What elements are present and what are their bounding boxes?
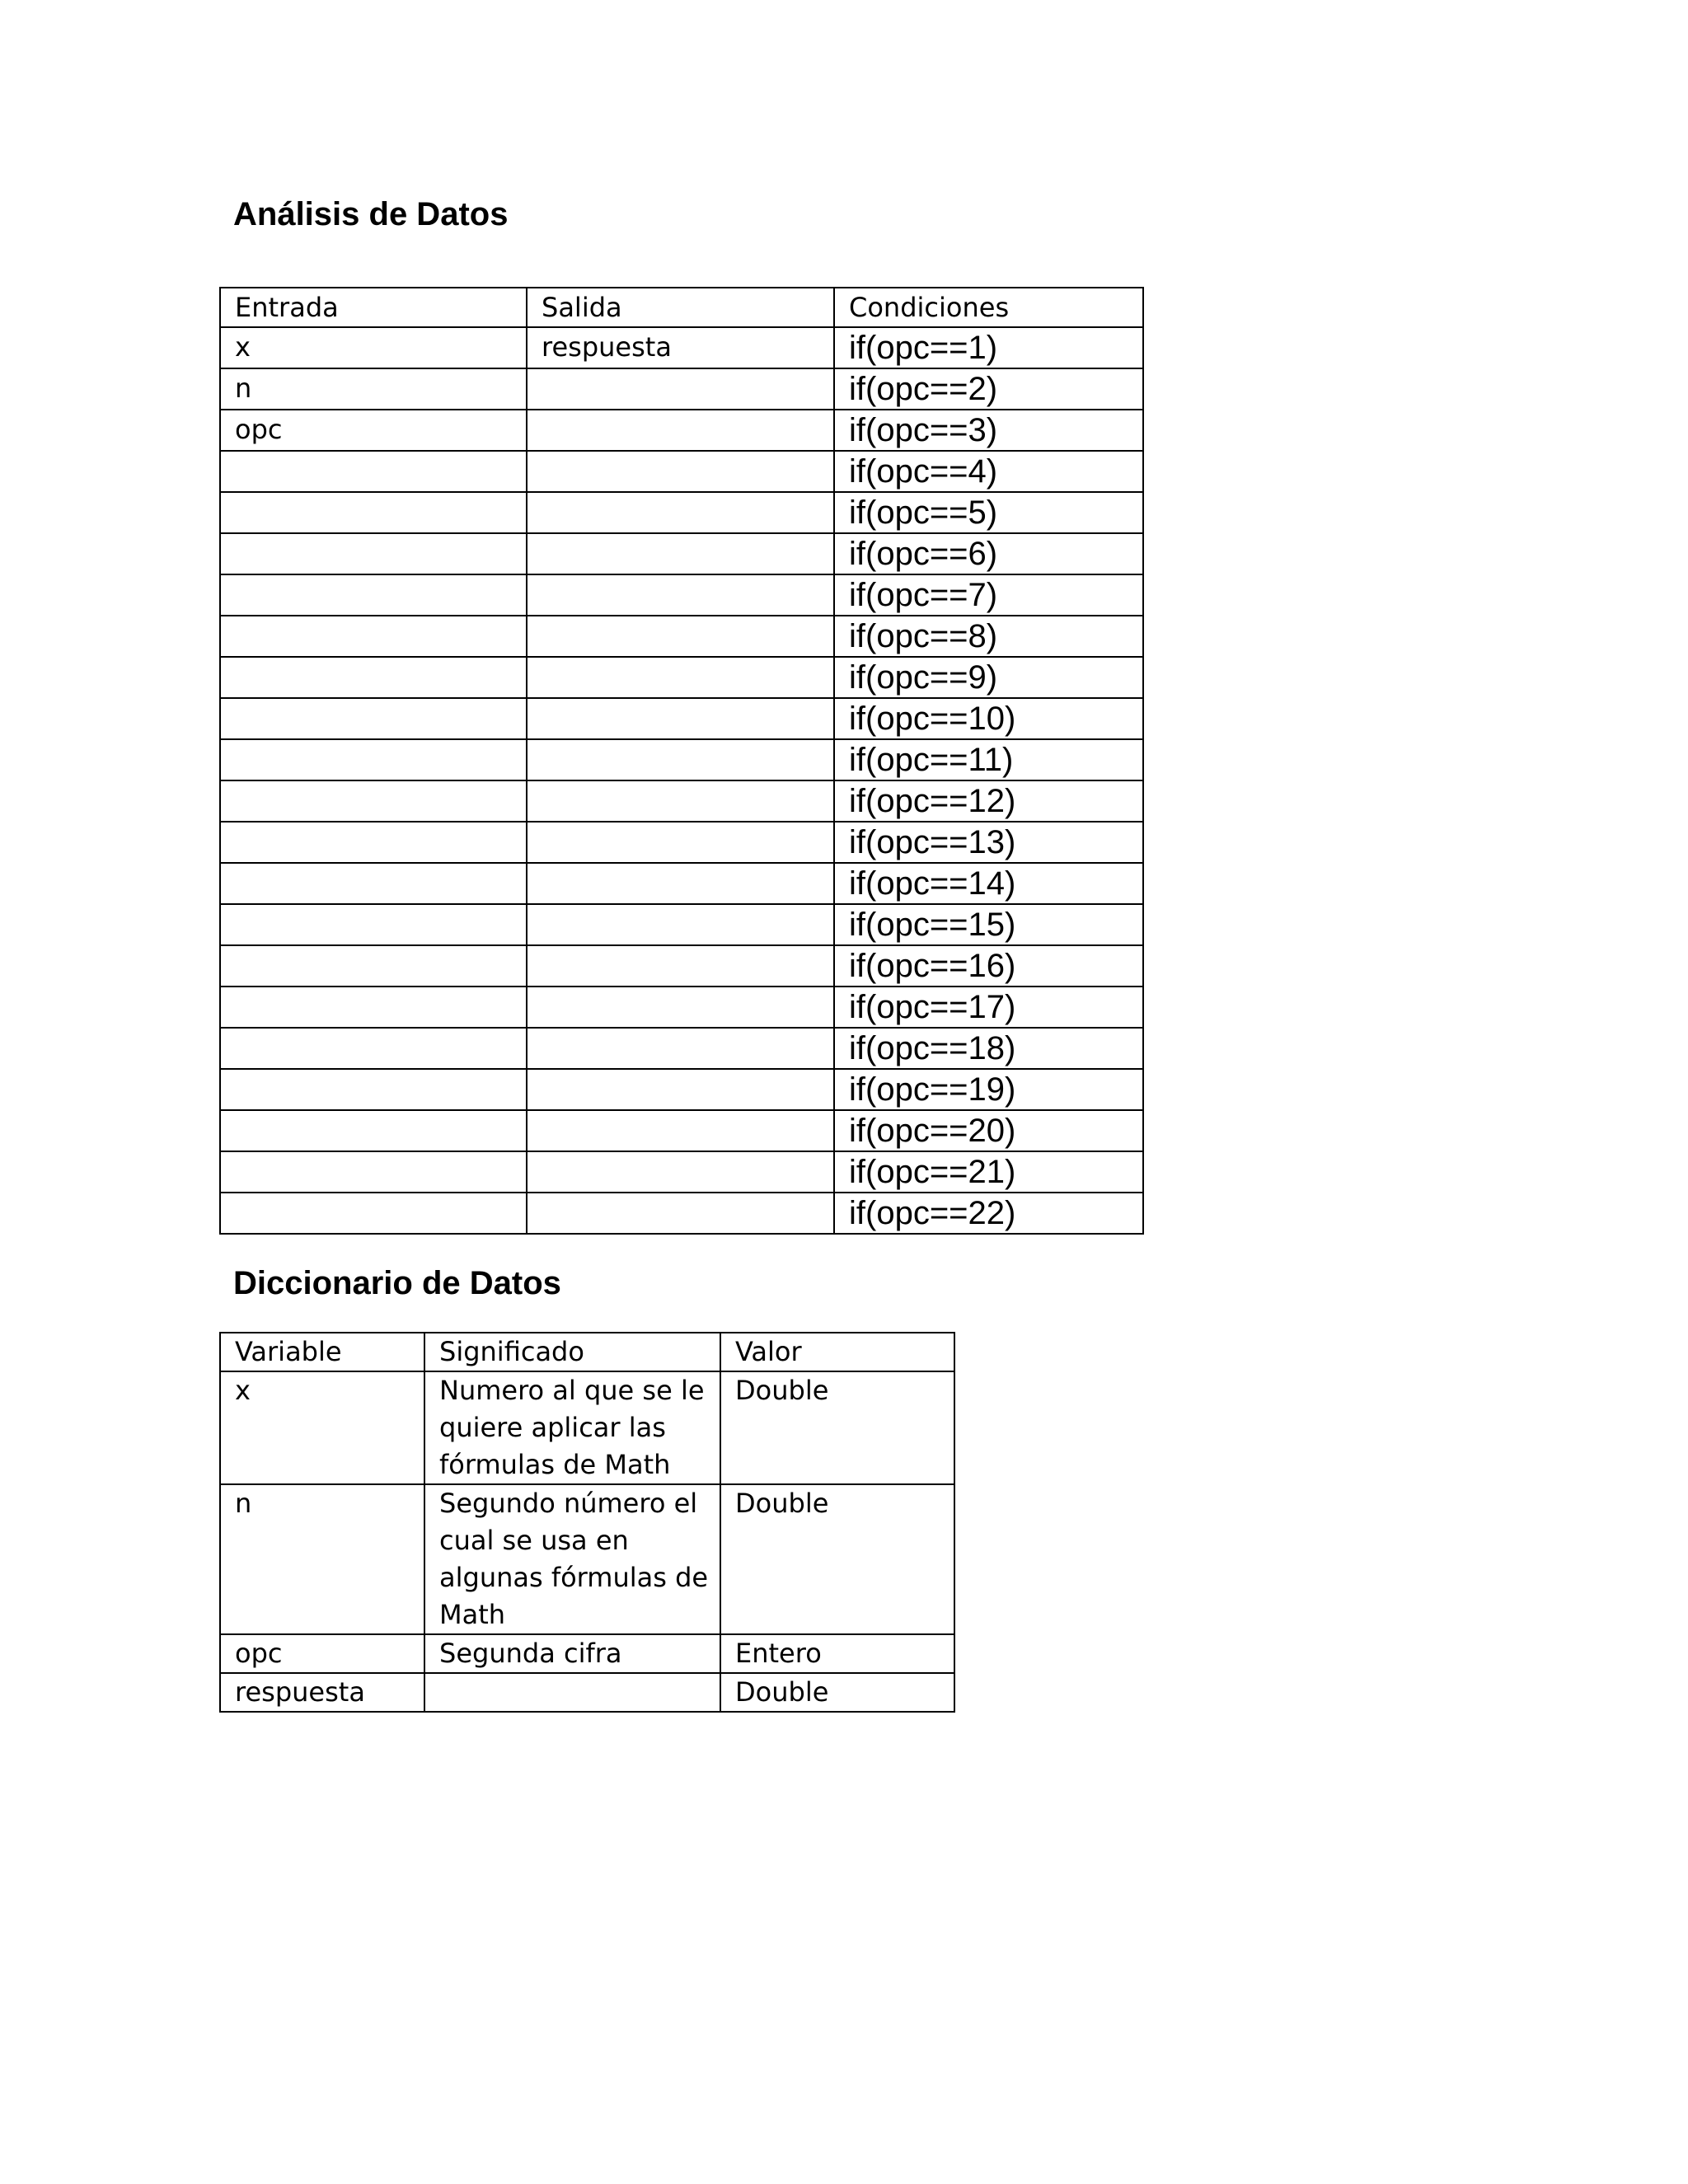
condition-cell: if(opc==19) <box>834 1069 1143 1110</box>
analysis-row <box>220 1110 1143 1151</box>
salida-cell <box>527 616 834 657</box>
condition-cell: if(opc==4) <box>834 451 1143 492</box>
condition-cell: if(opc==3) <box>834 410 1143 451</box>
salida-cell <box>527 1151 834 1193</box>
analysis-row <box>220 739 1143 780</box>
entrada-cell <box>220 1151 527 1193</box>
analysis-row <box>220 1193 1143 1234</box>
analysis-row <box>220 410 1143 451</box>
salida-cell <box>527 1110 834 1151</box>
analysis-row <box>220 327 1143 368</box>
analysis-title: Análisis de Datos <box>233 196 509 232</box>
entrada-cell <box>220 533 527 574</box>
variable-cell: opc <box>220 1634 424 1673</box>
entrada-cell <box>220 492 527 533</box>
salida-cell <box>527 533 834 574</box>
value-cell: Double <box>720 1371 954 1484</box>
salida-cell <box>527 574 834 616</box>
analysis-row <box>220 987 1143 1028</box>
condition-cell: if(opc==1) <box>834 327 1143 368</box>
entrada-cell <box>220 780 527 822</box>
analysis-row <box>220 1028 1143 1069</box>
entrada-cell <box>220 616 527 657</box>
value-cell: Entero <box>720 1634 954 1673</box>
condition-cell: if(opc==7) <box>834 574 1143 616</box>
dictionary-header-row <box>220 1333 954 1371</box>
analysis-row <box>220 492 1143 533</box>
analysis-row <box>220 780 1143 822</box>
entrada-cell <box>220 739 527 780</box>
analysis-row <box>220 904 1143 945</box>
entrada-cell <box>220 1110 527 1151</box>
dictionary-row-n <box>220 1484 954 1634</box>
dictionary-row-respuesta <box>220 1673 954 1712</box>
analysis-table <box>219 287 1144 1235</box>
salida-cell <box>527 780 834 822</box>
meaning-cell: Segundo número el cual se usa en algunas fórmulas de Math <box>424 1484 720 1634</box>
header-cell-variable: Variable <box>220 1333 424 1371</box>
entrada-cell <box>220 451 527 492</box>
salida-cell <box>527 822 834 863</box>
header-cell-salida: Salida <box>527 288 834 327</box>
analysis-header-row <box>220 288 1143 327</box>
condition-cell: if(opc==16) <box>834 945 1143 987</box>
analysis-row <box>220 574 1143 616</box>
condition-cell: if(opc==9) <box>834 657 1143 698</box>
salida-cell: respuesta <box>527 327 834 368</box>
entrada-cell <box>220 657 527 698</box>
salida-cell <box>527 410 834 451</box>
salida-cell <box>527 1069 834 1110</box>
condition-cell: if(opc==20) <box>834 1110 1143 1151</box>
condition-cell: if(opc==5) <box>834 492 1143 533</box>
condition-cell: if(opc==14) <box>834 863 1143 904</box>
dictionary-row-x <box>220 1371 954 1484</box>
dictionary-table <box>219 1332 955 1713</box>
analysis-row <box>220 698 1143 739</box>
entrada-cell <box>220 904 527 945</box>
analysis-row <box>220 863 1143 904</box>
entrada-cell <box>220 987 527 1028</box>
entrada-cell: opc <box>220 410 527 451</box>
analysis-row <box>220 657 1143 698</box>
condition-cell: if(opc==10) <box>834 698 1143 739</box>
variable-cell: x <box>220 1371 424 1484</box>
dictionary-row-opc <box>220 1634 954 1673</box>
salida-cell <box>527 1193 834 1234</box>
analysis-row <box>220 822 1143 863</box>
salida-cell <box>527 492 834 533</box>
salida-cell <box>527 945 834 987</box>
condition-cell: if(opc==2) <box>834 368 1143 410</box>
analysis-row <box>220 945 1143 987</box>
entrada-cell <box>220 574 527 616</box>
entrada-cell <box>220 863 527 904</box>
meaning-cell: Numero al que se le quiere aplicar las fórmulas de Math <box>424 1371 720 1484</box>
salida-cell <box>527 739 834 780</box>
salida-cell <box>527 368 834 410</box>
header-cell-significado: Significado <box>424 1333 720 1371</box>
condition-cell: if(opc==18) <box>834 1028 1143 1069</box>
analysis-row <box>220 533 1143 574</box>
header-cell-valor: Valor <box>720 1333 954 1371</box>
condition-cell: if(opc==11) <box>834 739 1143 780</box>
meaning-cell <box>424 1673 720 1712</box>
analysis-row <box>220 1069 1143 1110</box>
analysis-row <box>220 368 1143 410</box>
entrada-cell <box>220 698 527 739</box>
header-cell-condiciones: Condiciones <box>834 288 1143 327</box>
salida-cell <box>527 904 834 945</box>
analysis-row <box>220 451 1143 492</box>
value-cell: Double <box>720 1484 954 1634</box>
salida-cell <box>527 987 834 1028</box>
meaning-cell: Segunda cifra <box>424 1634 720 1673</box>
salida-cell <box>527 451 834 492</box>
entrada-cell: n <box>220 368 527 410</box>
entrada-cell <box>220 1028 527 1069</box>
dictionary-title: Diccionario de Datos <box>233 1265 561 1301</box>
salida-cell <box>527 863 834 904</box>
condition-cell: if(opc==17) <box>834 987 1143 1028</box>
entrada-cell <box>220 822 527 863</box>
condition-cell: if(opc==13) <box>834 822 1143 863</box>
analysis-table-body <box>220 288 1143 1234</box>
analysis-row <box>220 616 1143 657</box>
variable-cell: respuesta <box>220 1673 424 1712</box>
condition-cell: if(opc==15) <box>834 904 1143 945</box>
condition-cell: if(opc==6) <box>834 533 1143 574</box>
dictionary-table-body <box>220 1333 954 1712</box>
condition-cell: if(opc==12) <box>834 780 1143 822</box>
variable-cell: n <box>220 1484 424 1634</box>
condition-cell: if(opc==21) <box>834 1151 1143 1193</box>
value-cell: Double <box>720 1673 954 1712</box>
condition-cell: if(opc==22) <box>834 1193 1143 1234</box>
entrada-cell <box>220 945 527 987</box>
entrada-cell: x <box>220 327 527 368</box>
entrada-cell <box>220 1069 527 1110</box>
header-cell-entrada: Entrada <box>220 288 527 327</box>
condition-cell: if(opc==8) <box>834 616 1143 657</box>
salida-cell <box>527 1028 834 1069</box>
entrada-cell <box>220 1193 527 1234</box>
analysis-row <box>220 1151 1143 1193</box>
salida-cell <box>527 657 834 698</box>
salida-cell <box>527 698 834 739</box>
